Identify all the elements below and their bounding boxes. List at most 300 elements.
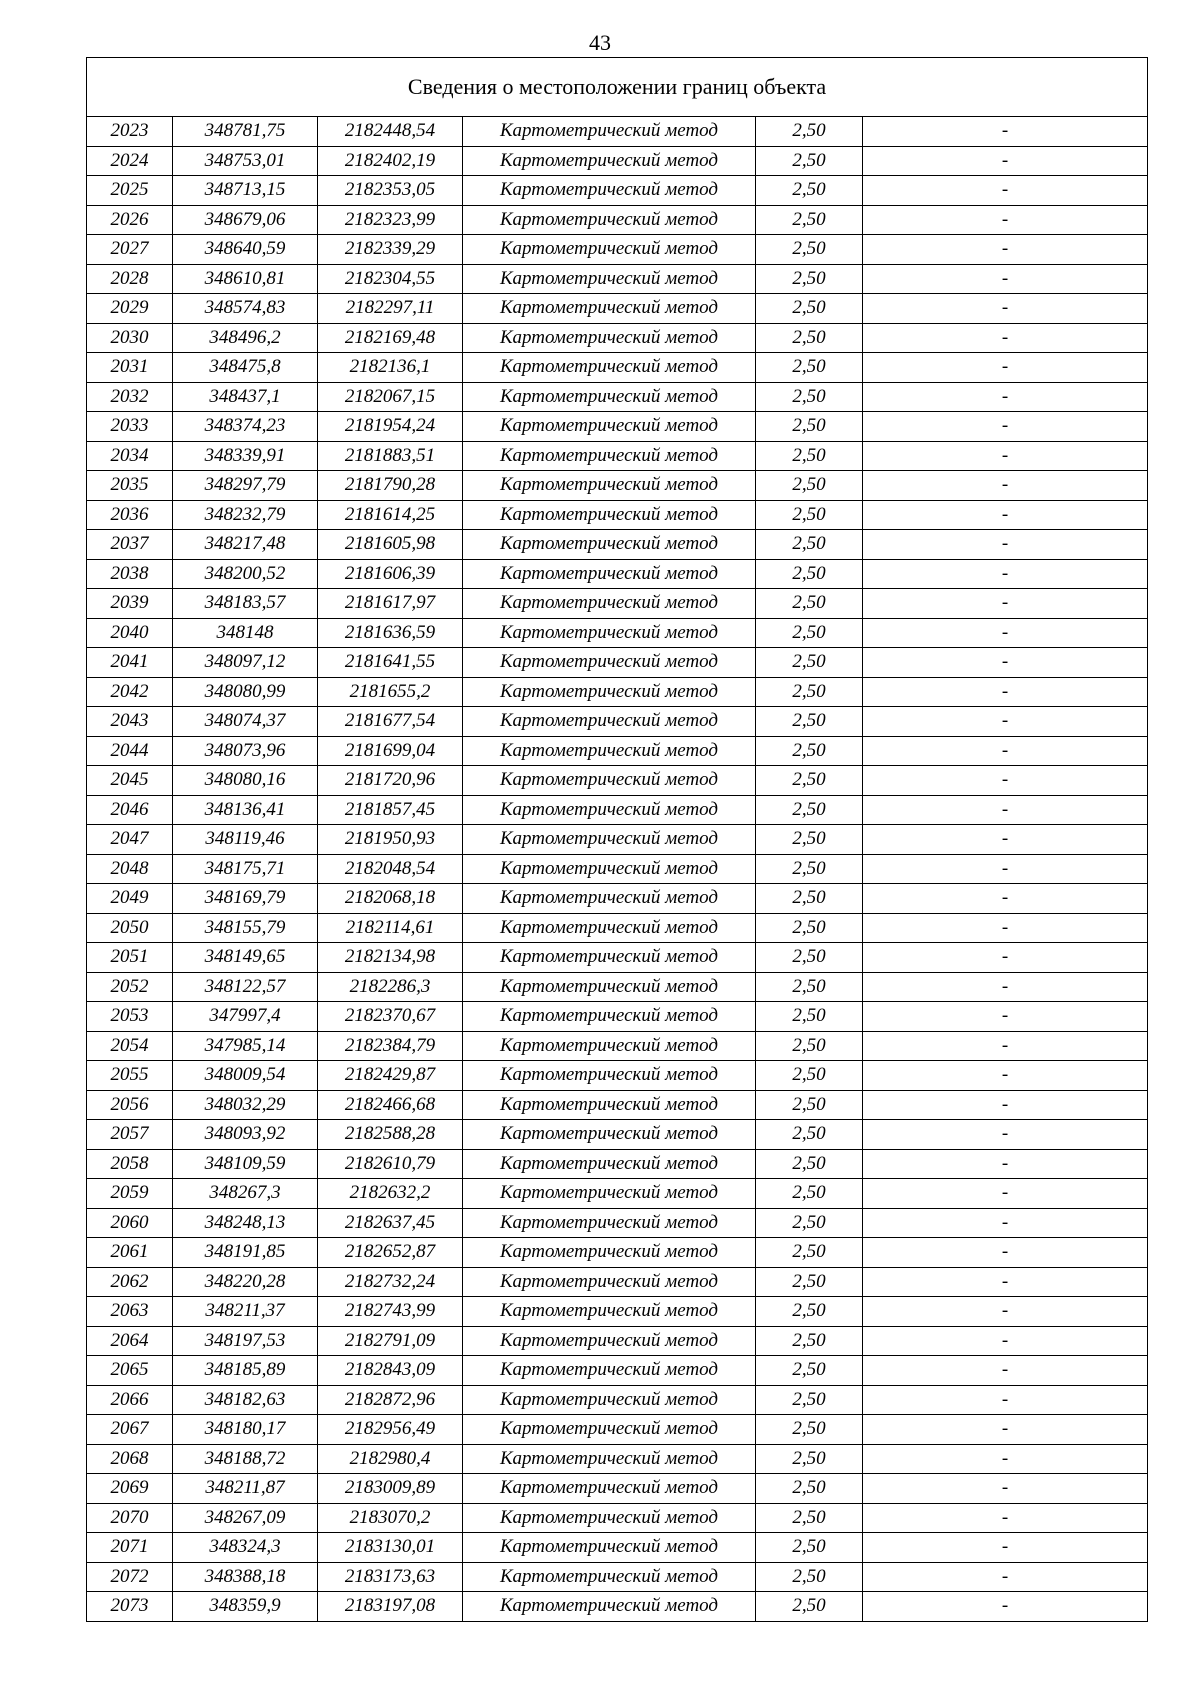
accuracy-cell: 2,50 — [756, 530, 863, 560]
y-coordinate-cell: 2183173,63 — [318, 1562, 463, 1592]
description-cell: - — [863, 884, 1148, 914]
method-cell: Картометрический метод — [463, 1356, 756, 1386]
x-coordinate-cell: 348188,72 — [173, 1444, 318, 1474]
description-cell: - — [863, 1179, 1148, 1209]
table-row — [87, 648, 1148, 678]
table-row — [87, 176, 1148, 206]
table-row — [87, 943, 1148, 973]
y-coordinate-cell: 2181677,54 — [318, 707, 463, 737]
point-number-cell: 2030 — [87, 323, 173, 353]
accuracy-cell: 2,50 — [756, 1326, 863, 1356]
point-number-cell: 2071 — [87, 1533, 173, 1563]
accuracy-cell: 2,50 — [756, 264, 863, 294]
table-row — [87, 1061, 1148, 1091]
accuracy-cell: 2,50 — [756, 1592, 863, 1622]
point-number-cell: 2057 — [87, 1120, 173, 1150]
accuracy-cell: 2,50 — [756, 500, 863, 530]
point-number-cell: 2028 — [87, 264, 173, 294]
accuracy-cell: 2,50 — [756, 736, 863, 766]
point-number-cell: 2070 — [87, 1503, 173, 1533]
point-number-cell: 2053 — [87, 1002, 173, 1032]
description-cell: - — [863, 1061, 1148, 1091]
table-title: Сведения о местоположении границ объекта — [87, 58, 1148, 117]
accuracy-cell: 2,50 — [756, 1238, 863, 1268]
y-coordinate-cell: 2182068,18 — [318, 884, 463, 914]
x-coordinate-cell: 348374,23 — [173, 412, 318, 442]
point-number-cell: 2046 — [87, 795, 173, 825]
accuracy-cell: 2,50 — [756, 441, 863, 471]
x-coordinate-cell: 348093,92 — [173, 1120, 318, 1150]
x-coordinate-cell: 348232,79 — [173, 500, 318, 530]
accuracy-cell: 2,50 — [756, 707, 863, 737]
y-coordinate-cell: 2182169,48 — [318, 323, 463, 353]
point-number-cell: 2023 — [87, 117, 173, 147]
description-cell: - — [863, 736, 1148, 766]
x-coordinate-cell: 348073,96 — [173, 736, 318, 766]
point-number-cell: 2062 — [87, 1267, 173, 1297]
y-coordinate-cell: 2182637,45 — [318, 1208, 463, 1238]
y-coordinate-cell: 2182588,28 — [318, 1120, 463, 1150]
y-coordinate-cell: 2181605,98 — [318, 530, 463, 560]
table-row — [87, 1592, 1148, 1622]
description-cell: - — [863, 589, 1148, 619]
table-row — [87, 589, 1148, 619]
y-coordinate-cell: 2182872,96 — [318, 1385, 463, 1415]
table-row — [87, 235, 1148, 265]
table-row — [87, 1415, 1148, 1445]
description-cell: - — [863, 412, 1148, 442]
description-cell: - — [863, 1444, 1148, 1474]
method-cell: Картометрический метод — [463, 1090, 756, 1120]
method-cell: Картометрический метод — [463, 707, 756, 737]
description-cell: - — [863, 1031, 1148, 1061]
accuracy-cell: 2,50 — [756, 677, 863, 707]
point-number-cell: 2059 — [87, 1179, 173, 1209]
accuracy-cell: 2,50 — [756, 766, 863, 796]
y-coordinate-cell: 2182980,4 — [318, 1444, 463, 1474]
table-row — [87, 618, 1148, 648]
method-cell: Картометрический метод — [463, 1562, 756, 1592]
point-number-cell: 2058 — [87, 1149, 173, 1179]
y-coordinate-cell: 2182448,54 — [318, 117, 463, 147]
method-cell: Картометрический метод — [463, 736, 756, 766]
y-coordinate-cell: 2181614,25 — [318, 500, 463, 530]
x-coordinate-cell: 348032,29 — [173, 1090, 318, 1120]
point-number-cell: 2041 — [87, 648, 173, 678]
y-coordinate-cell: 2182353,05 — [318, 176, 463, 206]
point-number-cell: 2036 — [87, 500, 173, 530]
accuracy-cell: 2,50 — [756, 1061, 863, 1091]
y-coordinate-cell: 2181857,45 — [318, 795, 463, 825]
description-cell: - — [863, 294, 1148, 324]
method-cell: Картометрический метод — [463, 766, 756, 796]
x-coordinate-cell: 348197,53 — [173, 1326, 318, 1356]
y-coordinate-cell: 2181720,96 — [318, 766, 463, 796]
description-cell: - — [863, 1238, 1148, 1268]
method-cell: Картометрический метод — [463, 618, 756, 648]
description-cell: - — [863, 235, 1148, 265]
point-number-cell: 2025 — [87, 176, 173, 206]
point-number-cell: 2072 — [87, 1562, 173, 1592]
accuracy-cell: 2,50 — [756, 117, 863, 147]
table-row — [87, 294, 1148, 324]
x-coordinate-cell: 348009,54 — [173, 1061, 318, 1091]
description-cell: - — [863, 1149, 1148, 1179]
y-coordinate-cell: 2182304,55 — [318, 264, 463, 294]
description-cell: - — [863, 854, 1148, 884]
accuracy-cell: 2,50 — [756, 1444, 863, 1474]
accuracy-cell: 2,50 — [756, 1356, 863, 1386]
accuracy-cell: 2,50 — [756, 559, 863, 589]
point-number-cell: 2045 — [87, 766, 173, 796]
point-number-cell: 2065 — [87, 1356, 173, 1386]
description-cell: - — [863, 530, 1148, 560]
method-cell: Картометрический метод — [463, 1503, 756, 1533]
point-number-cell: 2066 — [87, 1385, 173, 1415]
description-cell: - — [863, 707, 1148, 737]
description-cell: - — [863, 559, 1148, 589]
description-cell: - — [863, 648, 1148, 678]
table-row — [87, 205, 1148, 235]
description-cell: - — [863, 1592, 1148, 1622]
accuracy-cell: 2,50 — [756, 589, 863, 619]
y-coordinate-cell: 2181636,59 — [318, 618, 463, 648]
method-cell: Картометрический метод — [463, 1385, 756, 1415]
x-coordinate-cell: 348080,99 — [173, 677, 318, 707]
accuracy-cell: 2,50 — [756, 412, 863, 442]
method-cell: Картометрический метод — [463, 323, 756, 353]
accuracy-cell: 2,50 — [756, 1385, 863, 1415]
point-number-cell: 2068 — [87, 1444, 173, 1474]
accuracy-cell: 2,50 — [756, 1503, 863, 1533]
method-cell: Картометрический метод — [463, 294, 756, 324]
point-number-cell: 2032 — [87, 382, 173, 412]
y-coordinate-cell: 2182843,09 — [318, 1356, 463, 1386]
table-row — [87, 1179, 1148, 1209]
table-row — [87, 264, 1148, 294]
table-row — [87, 353, 1148, 383]
x-coordinate-cell: 348496,2 — [173, 323, 318, 353]
point-number-cell: 2051 — [87, 943, 173, 973]
table-row — [87, 1090, 1148, 1120]
point-number-cell: 2042 — [87, 677, 173, 707]
page-number: 43 — [589, 30, 611, 55]
y-coordinate-cell: 2181699,04 — [318, 736, 463, 766]
point-number-cell: 2024 — [87, 146, 173, 176]
accuracy-cell: 2,50 — [756, 648, 863, 678]
x-coordinate-cell: 348183,57 — [173, 589, 318, 619]
table-body — [87, 117, 1148, 1622]
y-coordinate-cell: 2181655,2 — [318, 677, 463, 707]
table-row — [87, 530, 1148, 560]
x-coordinate-cell: 348074,37 — [173, 707, 318, 737]
description-cell: - — [863, 382, 1148, 412]
description-cell: - — [863, 972, 1148, 1002]
x-coordinate-cell: 347997,4 — [173, 1002, 318, 1032]
accuracy-cell: 2,50 — [756, 235, 863, 265]
y-coordinate-cell: 2182632,2 — [318, 1179, 463, 1209]
x-coordinate-cell: 347985,14 — [173, 1031, 318, 1061]
x-coordinate-cell: 348211,37 — [173, 1297, 318, 1327]
accuracy-cell: 2,50 — [756, 884, 863, 914]
accuracy-cell: 2,50 — [756, 382, 863, 412]
table-row — [87, 884, 1148, 914]
description-cell: - — [863, 1208, 1148, 1238]
method-cell: Картометрический метод — [463, 117, 756, 147]
y-coordinate-cell: 2182134,98 — [318, 943, 463, 973]
method-cell: Картометрический метод — [463, 205, 756, 235]
accuracy-cell: 2,50 — [756, 1002, 863, 1032]
table-row — [87, 500, 1148, 530]
method-cell: Картометрический метод — [463, 1031, 756, 1061]
x-coordinate-cell: 348640,59 — [173, 235, 318, 265]
x-coordinate-cell: 348217,48 — [173, 530, 318, 560]
table-row — [87, 1503, 1148, 1533]
table-row — [87, 1120, 1148, 1150]
table-row — [87, 1326, 1148, 1356]
x-coordinate-cell: 348122,57 — [173, 972, 318, 1002]
table-row — [87, 382, 1148, 412]
method-cell: Картометрический метод — [463, 1267, 756, 1297]
description-cell: - — [863, 1120, 1148, 1150]
method-cell: Картометрический метод — [463, 1592, 756, 1622]
accuracy-cell: 2,50 — [756, 294, 863, 324]
table-row — [87, 1562, 1148, 1592]
accuracy-cell: 2,50 — [756, 205, 863, 235]
table-row — [87, 677, 1148, 707]
accuracy-cell: 2,50 — [756, 943, 863, 973]
method-cell: Картометрический метод — [463, 530, 756, 560]
method-cell: Картометрический метод — [463, 382, 756, 412]
table-row — [87, 1444, 1148, 1474]
method-cell: Картометрический метод — [463, 264, 756, 294]
method-cell: Картометрический метод — [463, 1149, 756, 1179]
table-row — [87, 1267, 1148, 1297]
x-coordinate-cell: 348148 — [173, 618, 318, 648]
table-row — [87, 854, 1148, 884]
y-coordinate-cell: 2182956,49 — [318, 1415, 463, 1445]
method-cell: Картометрический метод — [463, 353, 756, 383]
y-coordinate-cell: 2183197,08 — [318, 1592, 463, 1622]
x-coordinate-cell: 348119,46 — [173, 825, 318, 855]
y-coordinate-cell: 2182048,54 — [318, 854, 463, 884]
boundary-coordinates-table — [86, 57, 1148, 1622]
point-number-cell: 2034 — [87, 441, 173, 471]
accuracy-cell: 2,50 — [756, 913, 863, 943]
y-coordinate-cell: 2182286,3 — [318, 972, 463, 1002]
method-cell: Картометрический метод — [463, 1120, 756, 1150]
table-row — [87, 1238, 1148, 1268]
x-coordinate-cell: 348388,18 — [173, 1562, 318, 1592]
accuracy-cell: 2,50 — [756, 1267, 863, 1297]
x-coordinate-cell: 348175,71 — [173, 854, 318, 884]
table-row — [87, 1474, 1148, 1504]
accuracy-cell: 2,50 — [756, 1415, 863, 1445]
description-cell: - — [863, 441, 1148, 471]
accuracy-cell: 2,50 — [756, 1474, 863, 1504]
accuracy-cell: 2,50 — [756, 1208, 863, 1238]
y-coordinate-cell: 2182402,19 — [318, 146, 463, 176]
point-number-cell: 2061 — [87, 1238, 173, 1268]
x-coordinate-cell: 348267,3 — [173, 1179, 318, 1209]
table-title-row — [87, 58, 1148, 117]
description-cell: - — [863, 1267, 1148, 1297]
y-coordinate-cell: 2182466,68 — [318, 1090, 463, 1120]
y-coordinate-cell: 2182732,24 — [318, 1267, 463, 1297]
point-number-cell: 2043 — [87, 707, 173, 737]
y-coordinate-cell: 2182114,61 — [318, 913, 463, 943]
y-coordinate-cell: 2182297,11 — [318, 294, 463, 324]
x-coordinate-cell: 348679,06 — [173, 205, 318, 235]
x-coordinate-cell: 348097,12 — [173, 648, 318, 678]
x-coordinate-cell: 348610,81 — [173, 264, 318, 294]
y-coordinate-cell: 2181641,55 — [318, 648, 463, 678]
y-coordinate-cell: 2183130,01 — [318, 1533, 463, 1563]
description-cell: - — [863, 146, 1148, 176]
method-cell: Картометрический метод — [463, 1061, 756, 1091]
point-number-cell: 2054 — [87, 1031, 173, 1061]
point-number-cell: 2039 — [87, 589, 173, 619]
table-row — [87, 559, 1148, 589]
point-number-cell: 2047 — [87, 825, 173, 855]
point-number-cell: 2044 — [87, 736, 173, 766]
method-cell: Картометрический метод — [463, 972, 756, 1002]
method-cell: Картометрический метод — [463, 559, 756, 589]
accuracy-cell: 2,50 — [756, 471, 863, 501]
x-coordinate-cell: 348781,75 — [173, 117, 318, 147]
y-coordinate-cell: 2182652,87 — [318, 1238, 463, 1268]
table-row — [87, 471, 1148, 501]
table-row — [87, 913, 1148, 943]
accuracy-cell: 2,50 — [756, 176, 863, 206]
method-cell: Картометрический метод — [463, 1238, 756, 1268]
description-cell: - — [863, 205, 1148, 235]
method-cell: Картометрический метод — [463, 441, 756, 471]
table-row — [87, 1002, 1148, 1032]
x-coordinate-cell: 348574,83 — [173, 294, 318, 324]
table-row — [87, 825, 1148, 855]
table-row — [87, 1356, 1148, 1386]
description-cell: - — [863, 117, 1148, 147]
y-coordinate-cell: 2182384,79 — [318, 1031, 463, 1061]
description-cell: - — [863, 1090, 1148, 1120]
description-cell: - — [863, 1415, 1148, 1445]
method-cell: Картометрический метод — [463, 1415, 756, 1445]
table-row — [87, 1031, 1148, 1061]
table-row — [87, 1208, 1148, 1238]
accuracy-cell: 2,50 — [756, 353, 863, 383]
x-coordinate-cell: 348182,63 — [173, 1385, 318, 1415]
x-coordinate-cell: 348220,28 — [173, 1267, 318, 1297]
method-cell: Картометрический метод — [463, 913, 756, 943]
method-cell: Картометрический метод — [463, 854, 756, 884]
description-cell: - — [863, 766, 1148, 796]
accuracy-cell: 2,50 — [756, 1179, 863, 1209]
point-number-cell: 2069 — [87, 1474, 173, 1504]
y-coordinate-cell: 2181883,51 — [318, 441, 463, 471]
x-coordinate-cell: 348339,91 — [173, 441, 318, 471]
point-number-cell: 2029 — [87, 294, 173, 324]
method-cell: Картометрический метод — [463, 825, 756, 855]
y-coordinate-cell: 2181790,28 — [318, 471, 463, 501]
x-coordinate-cell: 348753,01 — [173, 146, 318, 176]
table-row — [87, 736, 1148, 766]
table-row — [87, 1149, 1148, 1179]
description-cell: - — [863, 176, 1148, 206]
point-number-cell: 2035 — [87, 471, 173, 501]
x-coordinate-cell: 348136,41 — [173, 795, 318, 825]
x-coordinate-cell: 348109,59 — [173, 1149, 318, 1179]
y-coordinate-cell: 2181606,39 — [318, 559, 463, 589]
point-number-cell: 2038 — [87, 559, 173, 589]
accuracy-cell: 2,50 — [756, 323, 863, 353]
method-cell: Картометрический метод — [463, 1474, 756, 1504]
y-coordinate-cell: 2182323,99 — [318, 205, 463, 235]
accuracy-cell: 2,50 — [756, 618, 863, 648]
description-cell: - — [863, 1297, 1148, 1327]
description-cell: - — [863, 353, 1148, 383]
y-coordinate-cell: 2182429,87 — [318, 1061, 463, 1091]
table-row — [87, 323, 1148, 353]
method-cell: Картометрический метод — [463, 471, 756, 501]
point-number-cell: 2073 — [87, 1592, 173, 1622]
x-coordinate-cell: 348324,3 — [173, 1533, 318, 1563]
x-coordinate-cell: 348267,09 — [173, 1503, 318, 1533]
x-coordinate-cell: 348149,65 — [173, 943, 318, 973]
table-row — [87, 1297, 1148, 1327]
method-cell: Картометрический метод — [463, 500, 756, 530]
point-number-cell: 2027 — [87, 235, 173, 265]
accuracy-cell: 2,50 — [756, 825, 863, 855]
accuracy-cell: 2,50 — [756, 146, 863, 176]
y-coordinate-cell: 2181954,24 — [318, 412, 463, 442]
description-cell: - — [863, 913, 1148, 943]
description-cell: - — [863, 677, 1148, 707]
table-row — [87, 1533, 1148, 1563]
description-cell: - — [863, 1002, 1148, 1032]
accuracy-cell: 2,50 — [756, 795, 863, 825]
point-number-cell: 2031 — [87, 353, 173, 383]
method-cell: Картометрический метод — [463, 1444, 756, 1474]
table-row — [87, 795, 1148, 825]
method-cell: Картометрический метод — [463, 1179, 756, 1209]
point-number-cell: 2067 — [87, 1415, 173, 1445]
y-coordinate-cell: 2182339,29 — [318, 235, 463, 265]
table-row — [87, 441, 1148, 471]
point-number-cell: 2040 — [87, 618, 173, 648]
x-coordinate-cell: 348297,79 — [173, 471, 318, 501]
method-cell: Картометрический метод — [463, 1533, 756, 1563]
x-coordinate-cell: 348080,16 — [173, 766, 318, 796]
description-cell: - — [863, 471, 1148, 501]
x-coordinate-cell: 348437,1 — [173, 382, 318, 412]
method-cell: Картометрический метод — [463, 648, 756, 678]
description-cell: - — [863, 500, 1148, 530]
method-cell: Картометрический метод — [463, 1326, 756, 1356]
method-cell: Картометрический метод — [463, 235, 756, 265]
point-number-cell: 2049 — [87, 884, 173, 914]
x-coordinate-cell: 348191,85 — [173, 1238, 318, 1268]
point-number-cell: 2055 — [87, 1061, 173, 1091]
method-cell: Картометрический метод — [463, 795, 756, 825]
description-cell: - — [863, 1326, 1148, 1356]
y-coordinate-cell: 2183070,2 — [318, 1503, 463, 1533]
description-cell: - — [863, 825, 1148, 855]
y-coordinate-cell: 2182610,79 — [318, 1149, 463, 1179]
table-row — [87, 707, 1148, 737]
description-cell: - — [863, 1503, 1148, 1533]
point-number-cell: 2026 — [87, 205, 173, 235]
